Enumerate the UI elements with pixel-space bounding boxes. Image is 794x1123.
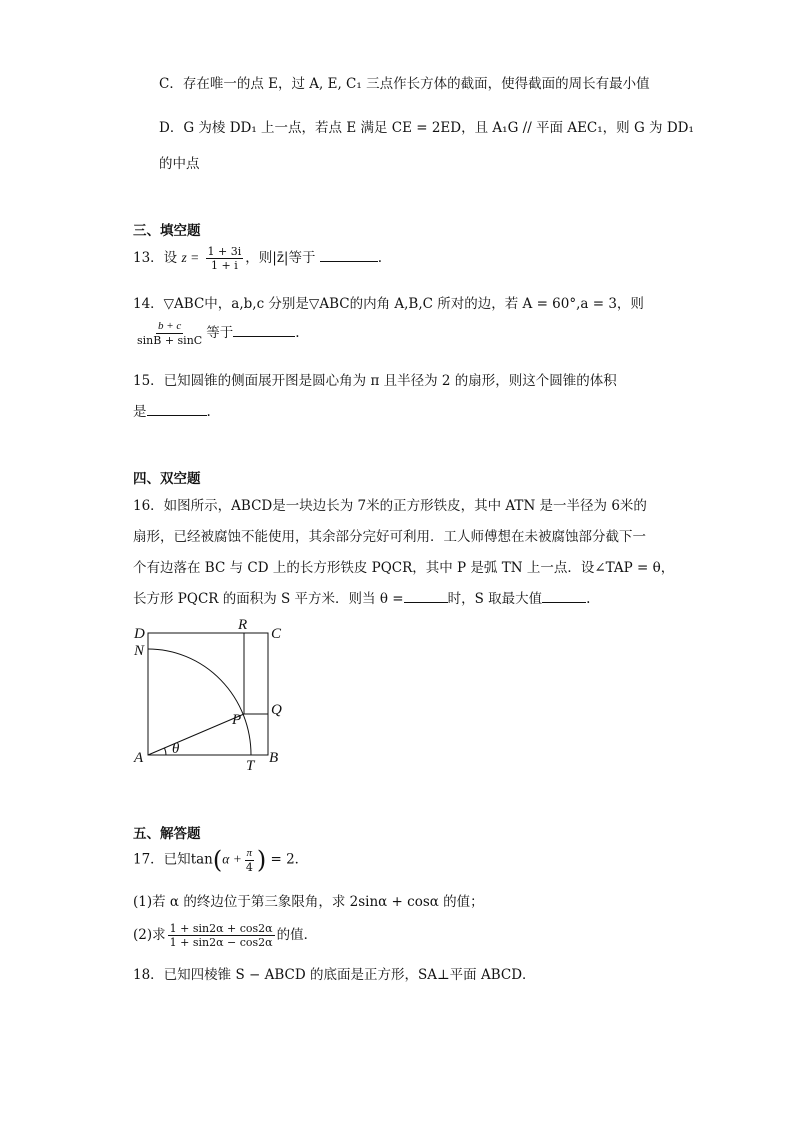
- label-r: R: [238, 618, 248, 633]
- label-c: C: [271, 626, 282, 642]
- square-abcd: [148, 633, 268, 755]
- label-t: T: [246, 758, 255, 774]
- section-heading-fill-blank: 三、填空题: [133, 223, 201, 239]
- label-theta: θ: [172, 741, 180, 757]
- question-16-line4: [133, 587, 590, 607]
- angle-theta-arc: [165, 748, 167, 755]
- q17-open-paren: (: [212, 846, 223, 874]
- question-15-line1: 15．已知圆锥的侧面展开图是圆心角为 π 且半径为 2 的扇形，则这个圆锥的体积: [133, 373, 617, 389]
- label-b: B: [269, 750, 279, 766]
- segment-ap: [148, 714, 244, 755]
- question-18: 18．已知四棱锥 S − ABCD 的底面是正方形，SA⊥平面 ABCD．: [133, 967, 536, 983]
- q14-numerator: b + c: [157, 320, 182, 332]
- label-n: N: [134, 643, 145, 659]
- q17-part2-denominator: 1 + sin2α − cos2α: [169, 936, 273, 949]
- q17-pi: π: [246, 846, 253, 859]
- question-16-line2: 扇形，已经被腐蚀不能使用，其余部分完好可利用．工人师傅想在未被腐蚀部分截下一: [133, 529, 646, 545]
- section-heading-solutions: 五、解答题: [133, 826, 201, 842]
- q17-close-paren: ): [256, 846, 267, 874]
- q17-four: 4: [245, 860, 253, 874]
- q17-alpha-plus: α +: [222, 851, 242, 867]
- q17-part2-suffix: 的值．: [276, 927, 318, 943]
- q17-part2-prefix: (2)求: [133, 927, 166, 943]
- q12-option-d-line2: 的中点: [159, 156, 200, 172]
- q14-fraction: [135, 320, 204, 347]
- label-a: A: [134, 750, 144, 766]
- question-14-line1: 14．▽ABC中，a,b,c 分别是▽ABC的内角 A,B,C 所对的边，若 A = 60°,a = 3，则: [133, 296, 644, 312]
- q16-line4a: 长方形 PQCR 的面积为 S 平方米．则当 θ =: [133, 591, 404, 607]
- q13-suffix: ，则|z̄|等于: [245, 250, 316, 266]
- q16-end: .: [586, 591, 591, 607]
- arc-tn: [148, 649, 251, 755]
- q13-answer-blank[interactable]: [320, 260, 378, 262]
- q14-answer-blank[interactable]: [233, 335, 295, 337]
- question-17-part1: (1)若 α 的终边位于第三象限角，求 2sinα + cosα 的值；: [133, 894, 484, 910]
- q17-equals: = 2．: [270, 851, 309, 868]
- question-17: [133, 846, 308, 874]
- square-sector-figure: [128, 618, 298, 774]
- q12-option-d-line1: D．G 为棱 DD₁ 上一点，若点 E 满足 CE = 2ED，且 A₁G // 平面 AEC₁，则 G 为 DD₁: [159, 120, 694, 136]
- q16-theta-blank[interactable]: [404, 601, 448, 603]
- label-d: D: [134, 626, 145, 642]
- q13-numerator: 1 + 3i: [207, 245, 242, 258]
- q13-fraction: [206, 245, 244, 272]
- q17-prefix: 17．已知: [133, 851, 191, 868]
- question-17-part2: [133, 922, 317, 949]
- q13-z-eq: z =: [181, 250, 200, 265]
- q13-prefix: 13．设: [133, 250, 178, 266]
- q17-tan: tan: [190, 851, 213, 868]
- question-14-line2: [133, 320, 300, 347]
- question-16-line3: 个有边落在 BC 与 CD 上的长方形铁皮 PQCR，其中 P 是弧 TN 上一点．设∠TAP = θ，: [133, 560, 675, 576]
- q14-denominator: sinB + sinC: [137, 334, 203, 347]
- q17-part2-fraction: [168, 922, 275, 949]
- q14-end: .: [295, 325, 300, 341]
- q13-denominator: 1 + i: [211, 259, 238, 272]
- q13-end: .: [377, 250, 383, 266]
- q15-answer-blank[interactable]: [147, 414, 207, 416]
- q17-pi-over-4: [244, 847, 255, 874]
- q12-option-c: C．存在唯一的点 E，过 A, E, C₁ 三点作长方体的截面，使得截面的周长有最小值: [159, 76, 650, 92]
- question-13: [133, 245, 382, 272]
- section-heading-double-blank: 四、双空题: [133, 471, 201, 487]
- label-p: P: [232, 712, 242, 728]
- q15-end: .: [206, 404, 211, 420]
- q15-prefix: 是: [133, 404, 147, 420]
- q14-suffix: 等于: [206, 325, 234, 341]
- q16-line4b: 时，S 取最大值: [447, 591, 543, 607]
- q16-max-blank[interactable]: [542, 601, 586, 603]
- label-q: Q: [271, 702, 282, 718]
- q17-part2-numerator: 1 + sin2α + cos2α: [169, 922, 273, 935]
- question-16-line1: 16．如图所示，ABCD是一块边长为 7米的正方形铁皮，其中 ATN 是一半径为 6米的: [133, 498, 647, 514]
- question-15-line2: [133, 400, 211, 420]
